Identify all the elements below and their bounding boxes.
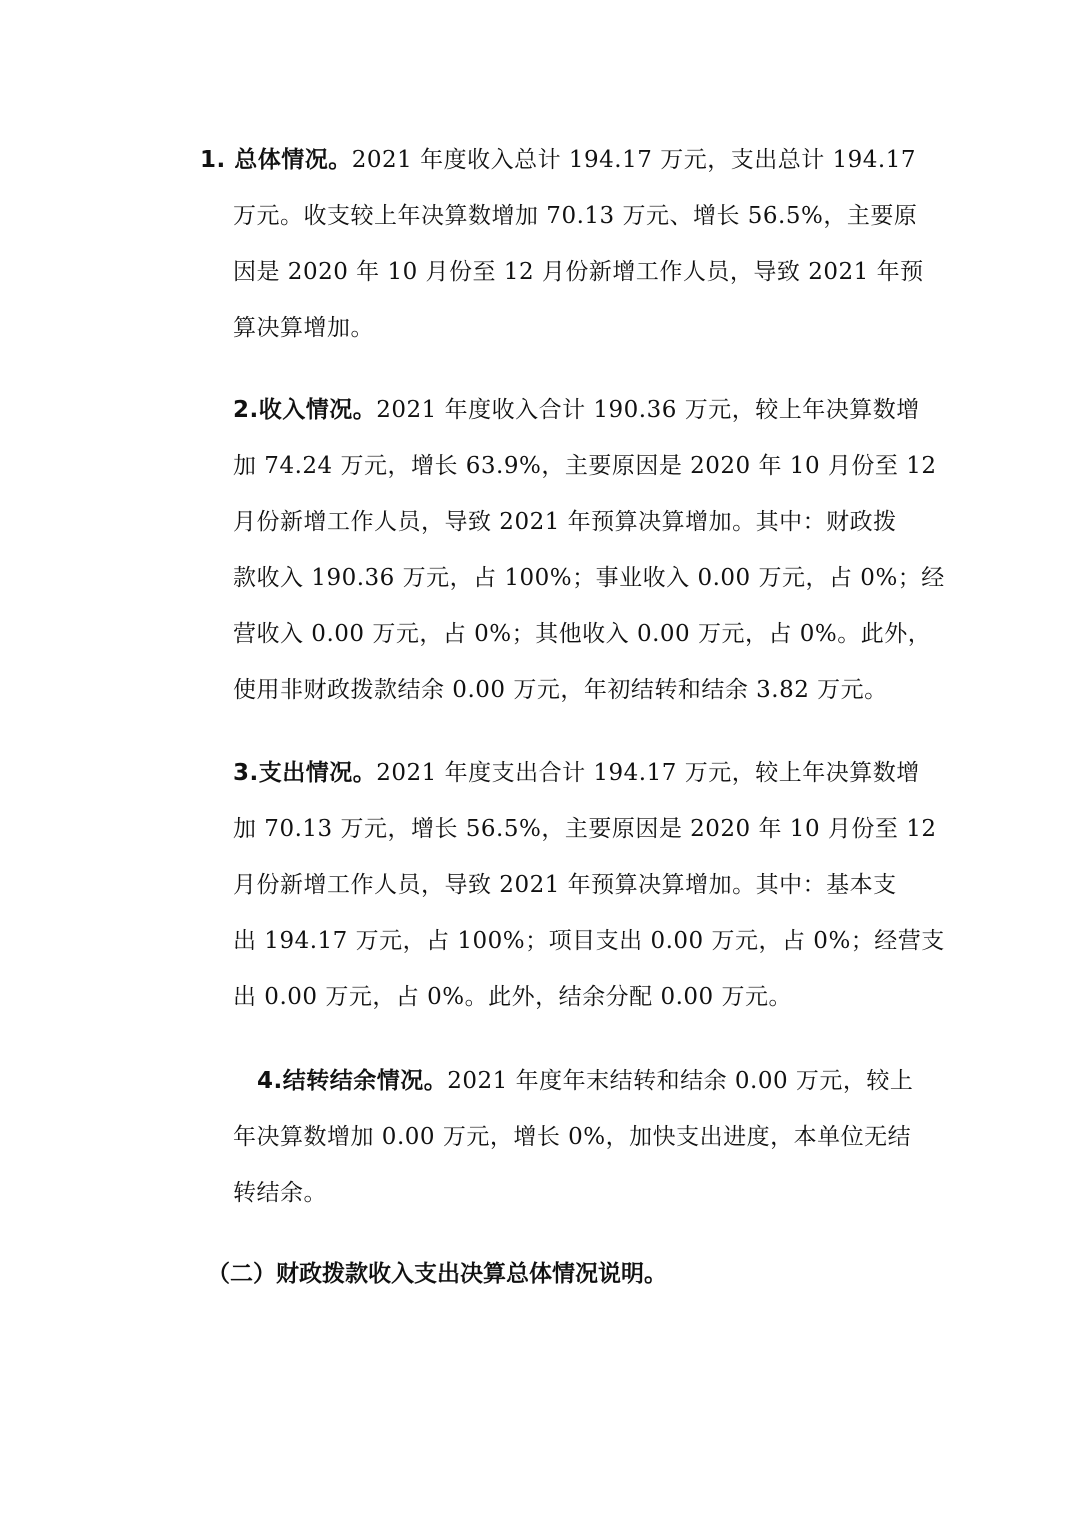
paragraph-text: 2021 年度收入总计 194.17 万元，支出总计 194.17: [351, 147, 916, 173]
section-carryover: [233, 1053, 923, 1221]
paragraph-line: 因是 2020 年 10 月份至 12 月份新增工作人员，导致 2021 年预: [233, 259, 924, 285]
section-label: 1. 总体情况。: [200, 147, 352, 173]
paragraph-line: 款收入 190.36 万元，占 100%；事业收入 0.00 万元，占 0%；经: [233, 565, 945, 591]
paragraph-text: 2021 年度支出合计 194.17 万元，较上年决算数增: [376, 760, 920, 786]
paragraph-line: [200, 132, 923, 188]
section-label: 4.结转结余情况。: [257, 1068, 448, 1094]
paragraph-line: 使用非财政拨款结余 0.00 万元，年初结转和结余 3.82 万元。: [233, 677, 888, 703]
section-overall: [200, 132, 924, 356]
paragraph-line: 转结余。: [233, 1180, 327, 1206]
paragraph-line: 出 0.00 万元，占 0%。此外，结余分配 0.00 万元。: [233, 984, 792, 1010]
paragraph-line: 月份新增工作人员，导致 2021 年预算决算增加。其中：基本支: [233, 872, 897, 898]
paragraph-text: 2021 年度收入合计 190.36 万元，较上年决算数增: [376, 397, 920, 423]
section-label: 2.收入情况。: [233, 397, 377, 423]
subheading-fiscal-appropriation: （二）财政拨款收入支出决算总体情况说明。: [207, 1261, 667, 1287]
paragraph-line: 年决算数增加 0.00 万元，增长 0%，加快支出进度，本单位无结: [233, 1124, 912, 1150]
paragraph-line: 出 194.17 万元，占 100%；项目支出 0.00 万元，占 0%；经营支: [233, 928, 945, 954]
paragraph-line: [233, 382, 923, 438]
section-income: [233, 382, 945, 718]
section-expenditure: [233, 745, 945, 1025]
paragraph-line: 加 74.24 万元，增长 63.9%，主要原因是 2020 年 10 月份至 12: [233, 453, 937, 479]
paragraph-line: [233, 745, 923, 801]
section-label: 3.支出情况。: [233, 760, 377, 786]
paragraph-line: 加 70.13 万元，增长 56.5%，主要原因是 2020 年 10 月份至 12: [233, 816, 937, 842]
paragraph-line: 算决算增加。: [233, 315, 374, 341]
paragraph-line: 月份新增工作人员，导致 2021 年预算决算增加。其中：财政拨: [233, 509, 897, 535]
paragraph-line: 万元。收支较上年决算数增加 70.13 万元、增长 56.5%，主要原: [233, 203, 918, 229]
paragraph-line: 营收入 0.00 万元，占 0%；其他收入 0.00 万元，占 0%。此外，: [233, 621, 932, 647]
paragraph-line: [257, 1053, 923, 1109]
paragraph-text: 2021 年度年末结转和结余 0.00 万元，较上: [447, 1068, 914, 1094]
